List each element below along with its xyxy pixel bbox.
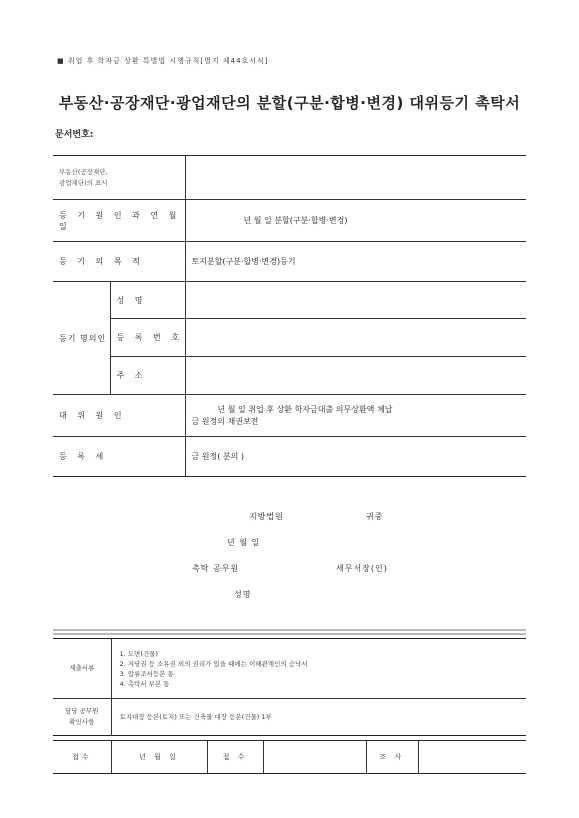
divider (53, 629, 526, 631)
subrogation-row (53, 395, 526, 437)
subrogation-value (185, 395, 526, 437)
attachment-item: 2. 저당권 등 소유권 외의 권리가 있을 때에는 이해관계인의 승낙서 (119, 659, 308, 668)
verification-value: 토지대장 등본(토지) 또는 건축물 대장 등본(건물) 1부 (111, 699, 526, 736)
subrogation-label: 대 위 원 인 (53, 395, 185, 437)
name-label: 성 명 (110, 282, 185, 319)
document-number-label: 문서번호: (55, 130, 94, 140)
tax-value: 금 원정( 분의 ) (185, 437, 526, 477)
tax-office-label: 세무서장(인) (336, 564, 388, 573)
cause-label: 등 기 원 인 과 연 월 일 (53, 200, 185, 242)
survey-field[interactable] (418, 741, 526, 774)
attachments-row (53, 639, 526, 699)
receipt-no-label: 접 수 (207, 741, 263, 774)
registrant-label: 등기 명의인 (53, 282, 110, 395)
signature-date: 년 월 일 (227, 538, 261, 547)
subrogation-line1: 년 월 일 취업 후 상환 학자금대출 의무상환액 체납 (217, 404, 393, 414)
property-label-line1: 부동산(공장재단, (59, 167, 108, 176)
legal-reference: ■ 취업 후 학자금 상환 특별법 시행규칙[별지 제44호서식] (57, 57, 269, 65)
name-row (53, 282, 526, 319)
subrogation-line2: 금 원정의 채권보전 (191, 416, 259, 426)
tax-label: 등 록 세 (53, 437, 185, 477)
attachments-label: 제출서류 (53, 639, 111, 699)
purpose-row (53, 242, 526, 282)
verification-label-line2: 확인사항 (69, 718, 95, 726)
receipt-label: 접수 (53, 741, 111, 774)
receipt-no-field[interactable] (263, 741, 366, 774)
attachment-item: 4. 촉탁서 부본 통 (119, 679, 170, 688)
survey-label: 조 사 (366, 741, 418, 774)
regno-label: 등 록 번 호 (110, 319, 185, 357)
divider (53, 633, 526, 635)
address-field[interactable] (185, 357, 526, 395)
cause-value: 년 월 일 분할(구분·합병·변경) (185, 200, 526, 242)
property-row (53, 156, 526, 200)
attachment-item: 3. 압류조서등본 통 (119, 669, 174, 678)
page-title: 부동산·공장재단·광업재단의 분할(구분·합병·변경) 대위등기 촉탁서 (58, 94, 521, 112)
addressee-label: 귀중 (366, 512, 384, 521)
attachments-table (53, 638, 526, 736)
verification-label (53, 699, 111, 736)
main-form-table (53, 155, 526, 477)
attachment-item: 1. 도면(건물) (119, 649, 158, 658)
purpose-label: 등 기 의 목 적 (53, 242, 185, 282)
address-label: 주 소 (110, 357, 185, 395)
court-label: 지방법원 (249, 512, 284, 521)
address-row (53, 357, 526, 395)
verification-row (53, 699, 526, 736)
property-label (53, 156, 185, 200)
official-label: 촉탁 공무원 (192, 564, 240, 573)
attachments-list (111, 639, 526, 699)
regno-row (53, 319, 526, 357)
verification-label-line1: 담당 공무원 (65, 707, 99, 715)
tax-row (53, 437, 526, 477)
receipt-row (53, 741, 526, 774)
signer-name-label: 성명 (234, 590, 252, 599)
cause-row (53, 200, 526, 242)
receipt-table (53, 740, 526, 774)
property-value-field[interactable] (185, 156, 526, 200)
property-label-line2: 광업재단)의 표시 (59, 178, 108, 187)
purpose-value: 토지분할(구분·합병·변경)등기 (185, 242, 526, 282)
name-field[interactable] (185, 282, 526, 319)
regno-field[interactable] (185, 319, 526, 357)
receipt-date-label: 년 월 일 (111, 741, 207, 774)
